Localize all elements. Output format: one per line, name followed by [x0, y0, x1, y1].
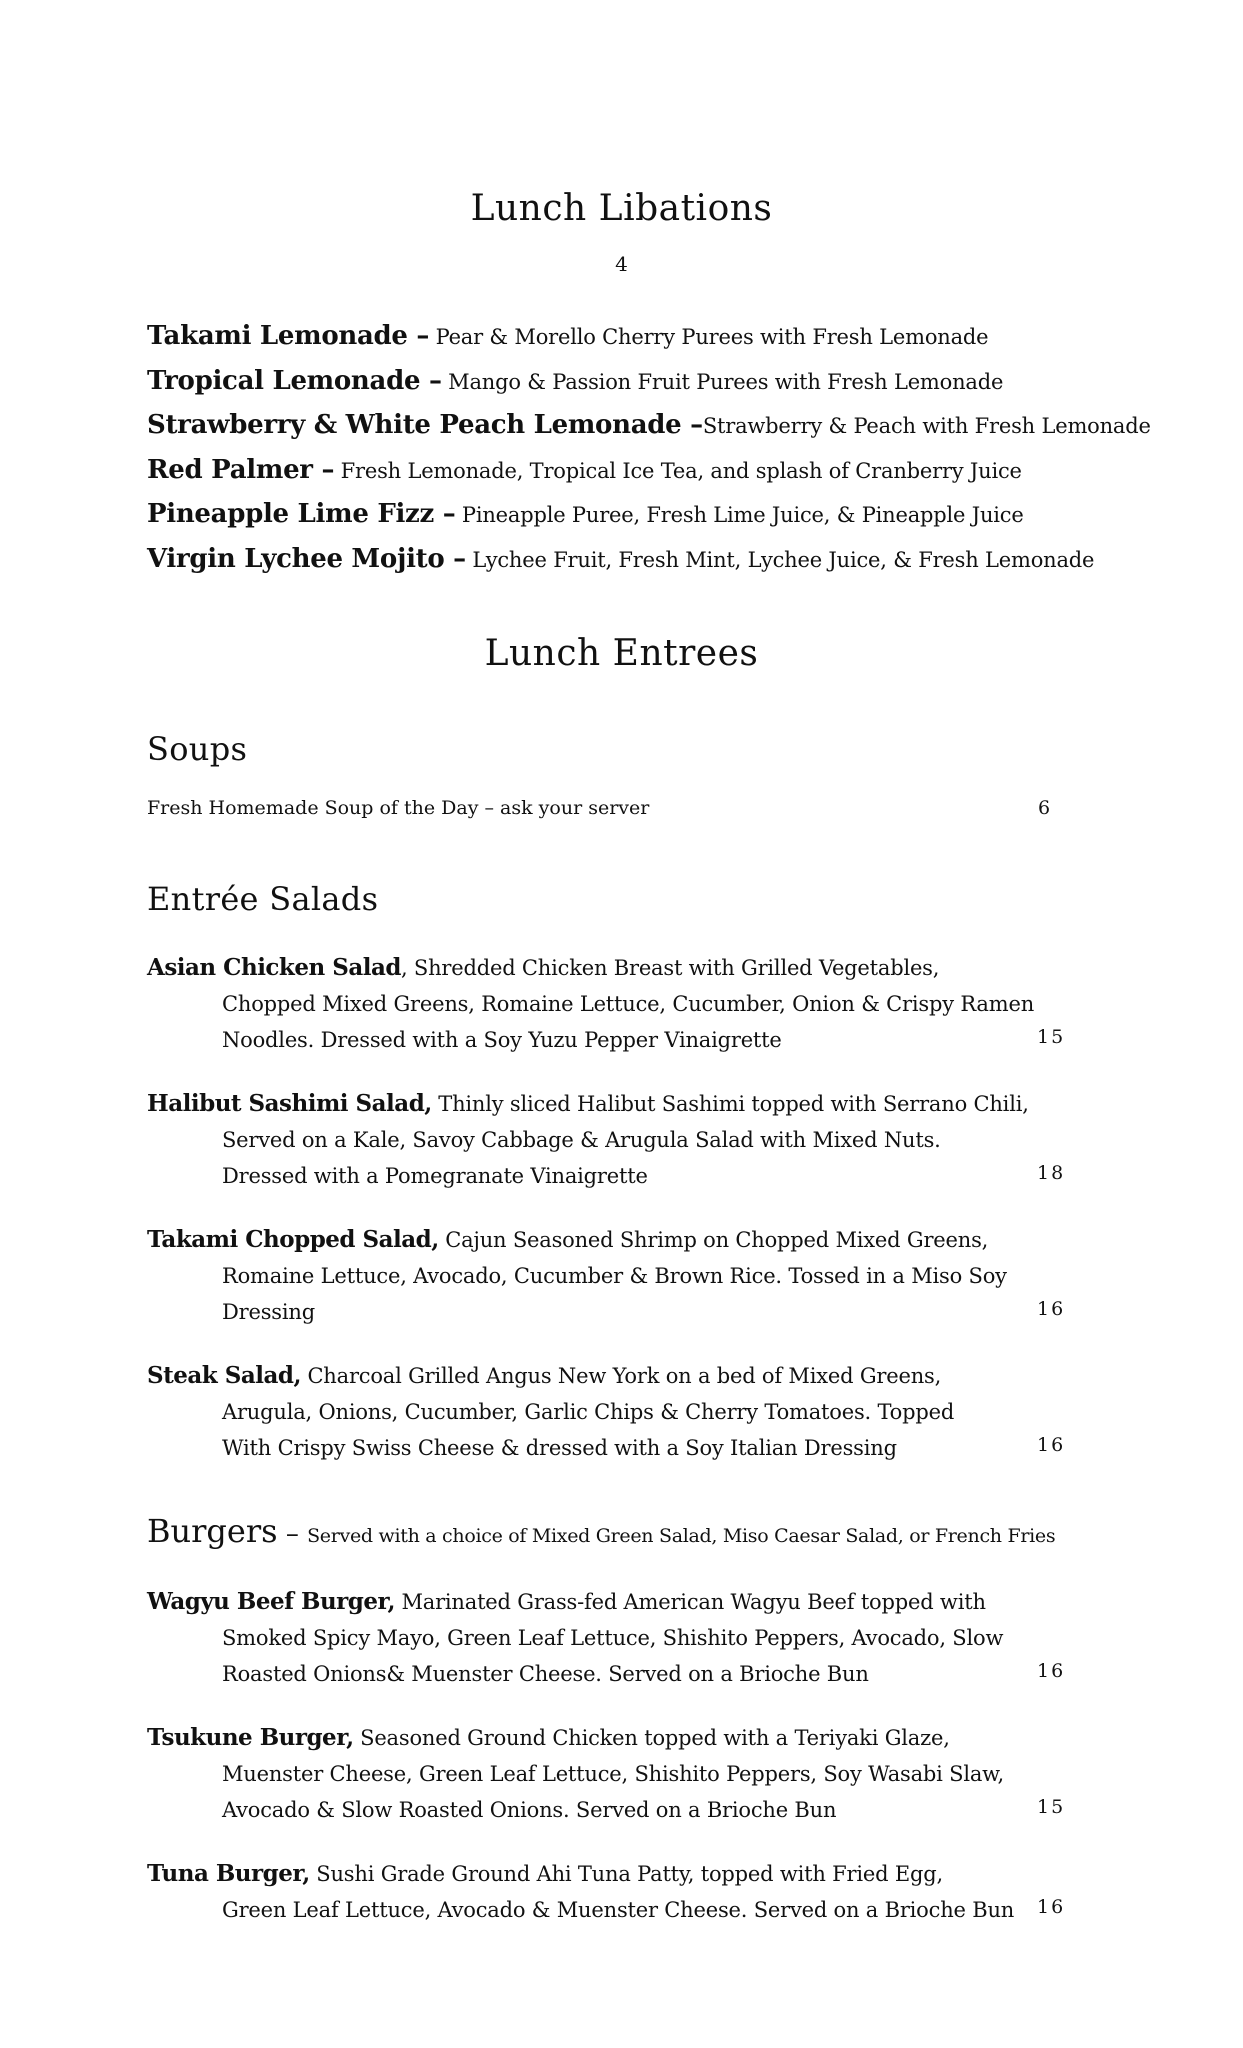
menu-item — [147, 950, 1067, 1058]
item-price: 16 — [1037, 1434, 1066, 1456]
soup-item: Fresh Homemade Soup of the Day – ask your server — [147, 797, 650, 819]
drink-description: Pineapple Puree, Fresh Lime Juice, & Pineapple Juice — [455, 503, 1024, 527]
item-price: 16 — [1037, 1896, 1066, 1918]
drink-name: Pineapple Lime Fizz – — [147, 499, 456, 529]
drink-description: Lychee Fruit, Fresh Mint, Lychee Juice, & Fresh Lemonade — [465, 547, 1095, 572]
drink-item — [147, 314, 1097, 359]
drink-name: Takami Lemonade – — [147, 321, 430, 351]
drink-name: Tropical Lemonade – — [147, 365, 442, 396]
item-price: 15 — [1037, 1026, 1066, 1048]
drink-description: Fresh Lemonade, Tropical Ice Tea, and splash of Cranberry Juice — [334, 458, 1022, 483]
drink-description: Mango & Passion Fruit Purees with Fresh Lemonade — [441, 369, 1004, 394]
item-description: Charcoal Grilled Angus New York on a bed of Mixed Greens, — [300, 1364, 942, 1388]
libations-price: 4 — [615, 252, 628, 276]
item-description: Arugula, Onions, Cucumber, Garlic Chips & Cherry Tomatoes. Topped — [222, 1400, 955, 1424]
soups-heading: Soups — [147, 730, 248, 768]
burgers-heading-row — [147, 1512, 1055, 1550]
item-price: 15 — [1037, 1796, 1066, 1818]
drink-item — [147, 492, 1097, 537]
menu-item — [147, 1358, 1067, 1466]
entrees-title: Lunch Entrees — [484, 633, 759, 674]
item-description: Smoked Spicy Mayo, Green Leaf Lettuce, Shishito Peppers, Avocado, Slow — [222, 1626, 1004, 1650]
item-name: Wagyu Beef Burger, — [147, 1588, 395, 1615]
drink-name: Strawberry & White Peach Lemonade – — [147, 410, 703, 440]
item-description: Served on a Kale, Savoy Cabbage & Arugula Salad with Mixed Nuts. — [222, 1128, 941, 1152]
item-name: Takami Chopped Salad, — [147, 1226, 439, 1253]
drink-list — [147, 314, 1151, 581]
item-description: Dressed with a Pomegranate Vinaigrette — [222, 1164, 648, 1188]
item-description: Avocado & Slow Roasted Onions. Served on a Brioche Bun — [222, 1798, 837, 1822]
item-name: Tsukune Burger, — [147, 1724, 354, 1751]
item-description: Noodles. Dressed with a Soy Yuzu Pepper Vinaigrette — [222, 1028, 782, 1052]
drink-item — [147, 537, 1097, 582]
item-price: 18 — [1037, 1162, 1066, 1184]
libations-title: Lunch Libations — [470, 188, 773, 229]
item-description: With Crispy Swiss Cheese & dressed with a Soy Italian Dressing — [222, 1436, 897, 1460]
menu-item — [147, 1856, 1067, 1928]
menu-item — [147, 1584, 1067, 1692]
item-price: 16 — [1037, 1660, 1066, 1682]
item-name: Asian Chicken Salad — [147, 954, 401, 981]
item-price: 16 — [1037, 1298, 1066, 1320]
item-description: Seasoned Ground Chicken topped with a Teriyaki Glaze, — [353, 1726, 950, 1750]
item-description: Thinly sliced Halibut Sashimi topped with Serrano Chili, — [431, 1092, 1029, 1116]
item-description: Green Leaf Lettuce, Avocado & Muenster Cheese. Served on a Brioche Bun — [222, 1898, 1015, 1922]
drink-description: Pear & Morello Cherry Purees with Fresh Lemonade — [429, 325, 989, 349]
burgers-subtitle: Served with a choice of Mixed Green Salad, Miso Caesar Salad, or French Fries — [307, 1525, 1056, 1547]
item-description: Sushi Grade Ground Ahi Tuna Patty, topped with Fried Egg, — [309, 1862, 943, 1886]
item-name: Halibut Sashimi Salad, — [147, 1090, 432, 1117]
drink-description: Strawberry & Peach with Fresh Lemonade — [702, 414, 1151, 438]
burgers-heading: Burgers — [147, 1512, 278, 1550]
item-description: Roasted Onions& Muenster Cheese. Served on a Brioche Bun — [222, 1662, 869, 1686]
drink-item — [147, 448, 1097, 493]
menu-item — [147, 1720, 1067, 1828]
salads-heading: Entrée Salads — [147, 880, 379, 918]
drink-name: Virgin Lychee Mojito – — [147, 543, 466, 574]
item-description: Cajun Seasoned Shrimp on Chopped Mixed Greens, — [438, 1228, 989, 1252]
item-description: Muenster Cheese, Green Leaf Lettuce, Shishito Peppers, Soy Wasabi Slaw, — [222, 1762, 1004, 1786]
drink-item — [147, 403, 1151, 448]
item-description: Romaine Lettuce, Avocado, Cucumber & Brown Rice. Tossed in a Miso Soy — [222, 1264, 1007, 1288]
item-description: , Shredded Chicken Breast with Grilled Vegetables, — [400, 956, 940, 980]
burgers-dash: – — [277, 1519, 308, 1549]
drink-item — [147, 359, 1097, 404]
item-description: Marinated Grass-fed American Wagyu Beef topped with — [394, 1590, 986, 1614]
drink-name: Red Palmer – — [147, 454, 335, 485]
menu-item — [147, 1222, 1067, 1330]
soup-price: 6 — [1038, 797, 1051, 819]
item-name: Tuna Burger, — [147, 1860, 310, 1887]
item-description: Chopped Mixed Greens, Romaine Lettuce, Cucumber, Onion & Crispy Ramen — [222, 992, 1035, 1016]
item-name: Steak Salad, — [147, 1362, 301, 1389]
menu-item — [147, 1086, 1067, 1194]
item-description: Dressing — [222, 1300, 315, 1324]
